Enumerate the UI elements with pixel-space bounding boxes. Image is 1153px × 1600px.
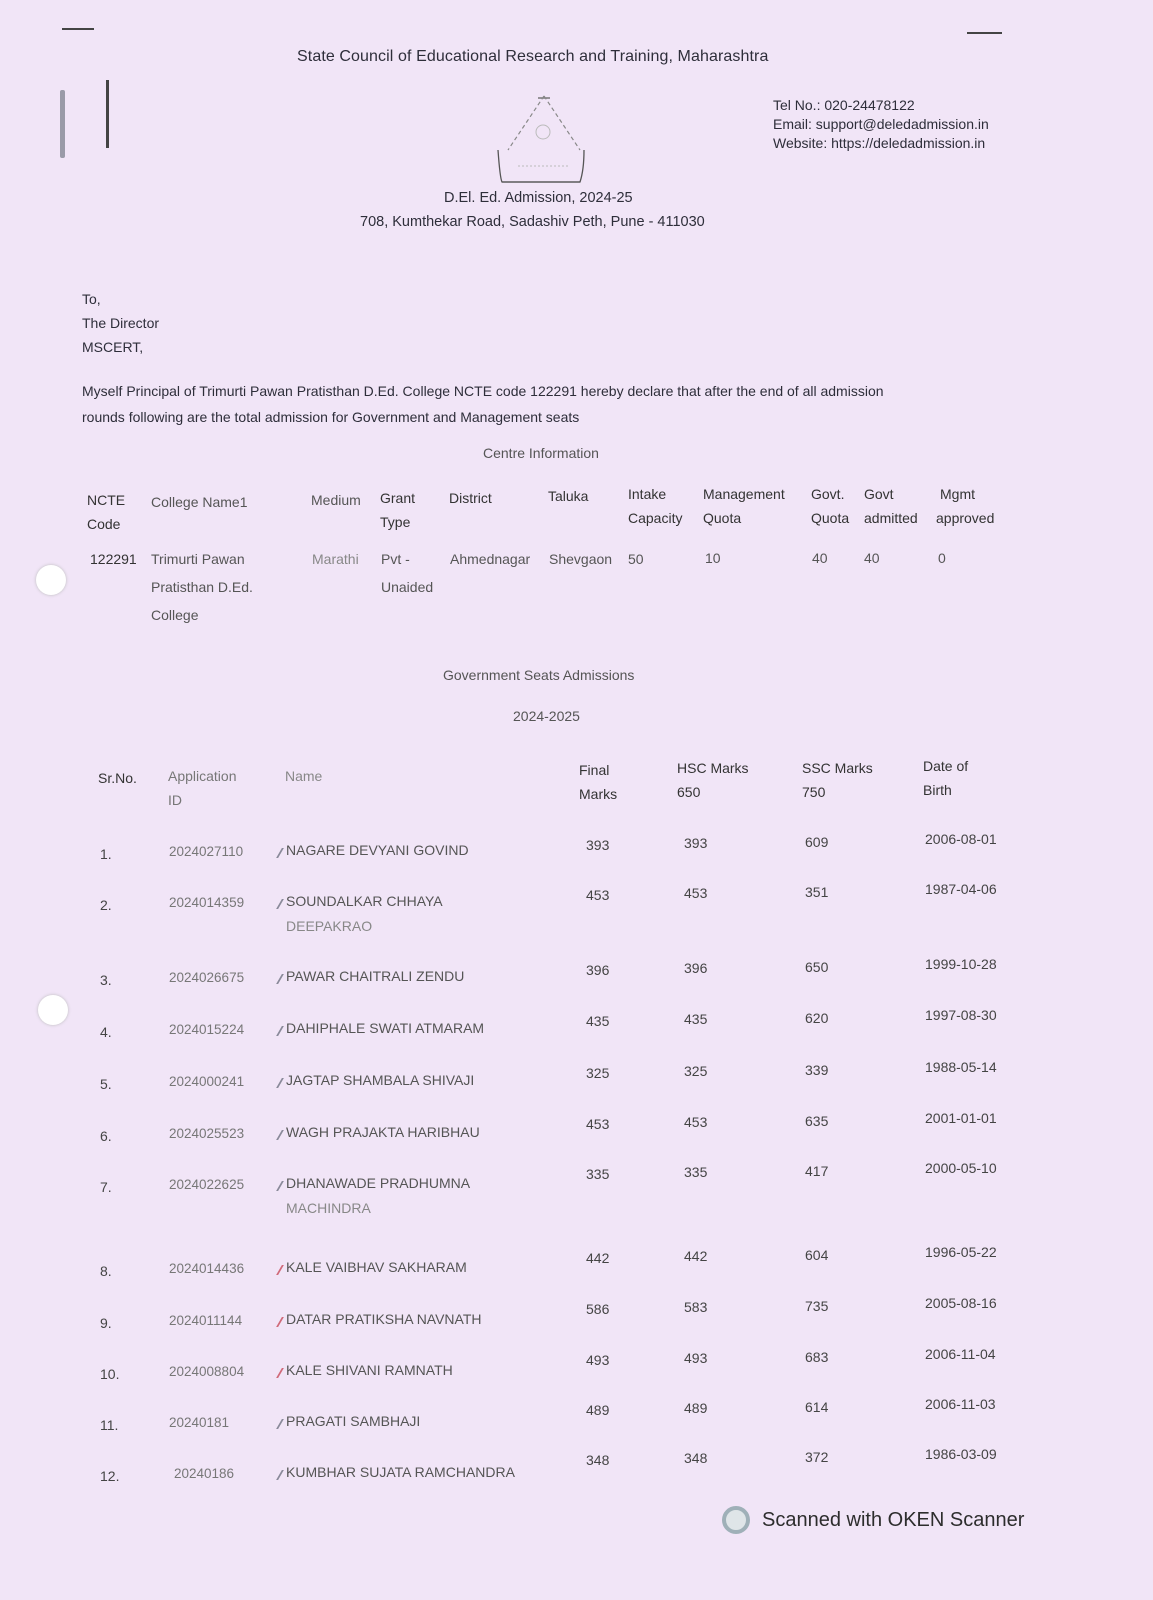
cell-hsc-marks: 435 xyxy=(684,1011,708,1027)
cell-name xyxy=(286,1307,482,1332)
cell-sr-no: 2. xyxy=(100,897,112,913)
recipient-title: The Director xyxy=(82,315,160,331)
declaration-text xyxy=(82,378,1082,430)
cell-ssc-marks: 635 xyxy=(805,1113,829,1129)
cell-application-id: 2024000241 xyxy=(169,1074,245,1089)
cell-hsc-marks: 453 xyxy=(684,885,708,901)
name-line-1: WAGH PRAJAKTA HARIBHAU xyxy=(286,1124,480,1140)
name-line-2: MACHINDRA xyxy=(286,1200,371,1216)
cell-date-of-birth: 2000-05-10 xyxy=(925,1160,997,1176)
gov-seats-year: 2024-2025 xyxy=(513,708,580,724)
cell-hsc-marks: 335 xyxy=(684,1164,708,1180)
cell-application-id: 2024025523 xyxy=(169,1126,245,1141)
col-final-marks: Final Marks xyxy=(579,762,618,802)
punch-hole-top xyxy=(36,565,66,595)
cell-hsc-marks: 583 xyxy=(684,1299,708,1315)
cell-final-marks: 493 xyxy=(586,1352,610,1368)
cell-final-marks: 442 xyxy=(586,1250,610,1266)
name-line-1: JAGTAP SHAMBALA SHIVAJI xyxy=(286,1072,475,1088)
cell-final-marks: 435 xyxy=(586,1013,610,1029)
cell-name xyxy=(286,1068,474,1093)
cell-date-of-birth: 2006-11-03 xyxy=(925,1396,996,1412)
cell-name xyxy=(286,1171,470,1221)
cell-district: Ahmednagar xyxy=(450,551,531,567)
recipient-to: To, xyxy=(82,291,101,307)
cell-sr-no: 11. xyxy=(100,1417,119,1433)
declaration-line-1: Myself Principal of Trimurti Pawan Pratisthan D.Ed. College NCTE code 122291 hereby declare that after the end of all admission xyxy=(82,383,884,399)
cell-ssc-marks: 609 xyxy=(805,834,829,850)
col-mgmt-approved: Mgmt approved xyxy=(936,486,995,526)
col-district: District xyxy=(449,490,492,506)
cell-ssc-marks: 620 xyxy=(805,1010,829,1026)
name-line-1: SOUNDALKAR CHHAYA xyxy=(286,893,443,909)
col-college-name: College Name1 xyxy=(151,494,248,510)
cell-ssc-marks: 683 xyxy=(805,1349,829,1365)
top-left-rule xyxy=(62,28,94,30)
cell-ssc-marks: 614 xyxy=(805,1399,829,1415)
office-address: 708, Kumthekar Road, Sadashiv Peth, Pune - 411030 xyxy=(360,214,705,230)
cell-date-of-birth: 1996-05-22 xyxy=(925,1244,997,1260)
col-management-quota: Management Quota xyxy=(703,486,785,526)
recipient-block xyxy=(82,287,159,359)
col-hsc-marks: HSC Marks 650 xyxy=(677,760,749,800)
name-line-1: DAHIPHALE SWATI ATMARAM xyxy=(286,1020,485,1036)
col-ssc-marks: SSC Marks 750 xyxy=(802,760,873,800)
contact-block xyxy=(773,96,989,153)
cell-final-marks: 335 xyxy=(586,1166,610,1182)
cell-sr-no: 10. xyxy=(100,1366,120,1382)
col-grant-type: Grant Type xyxy=(380,490,416,530)
cell-application-id: 2024014359 xyxy=(169,895,245,910)
cell-ssc-marks: 372 xyxy=(805,1449,829,1465)
cell-name xyxy=(286,1460,515,1485)
cell-date-of-birth: 1987-04-06 xyxy=(925,881,997,897)
name-line-1: NAGARE DEVYANI GOVIND xyxy=(286,842,469,858)
cell-name xyxy=(286,1358,453,1383)
cell-ssc-marks: 735 xyxy=(805,1298,829,1314)
tel-number: Tel No.: 020-24478122 xyxy=(773,97,915,113)
cell-ncte-code: 122291 xyxy=(90,551,137,567)
cell-mgmt-quota: 10 xyxy=(705,550,721,566)
cell-name xyxy=(286,1409,420,1434)
cell-ssc-marks: 351 xyxy=(805,884,829,900)
cell-sr-no: 6. xyxy=(100,1128,112,1144)
cell-hsc-marks: 493 xyxy=(684,1350,708,1366)
cell-hsc-marks: 348 xyxy=(684,1450,708,1466)
name-line-1: KALE VAIBHAV SAKHARAM xyxy=(286,1259,467,1275)
cell-application-id: 2024027110 xyxy=(169,844,244,859)
cell-application-id: 20240186 xyxy=(174,1466,235,1481)
cell-date-of-birth: 1988-05-14 xyxy=(925,1059,997,1075)
gov-seats-title: Government Seats Admissions xyxy=(443,667,635,683)
cell-date-of-birth: 2001-01-01 xyxy=(925,1110,997,1126)
cell-final-marks: 586 xyxy=(586,1301,610,1317)
scanner-text: Scanned with OKEN Scanner xyxy=(762,1508,1025,1531)
cell-final-marks: 393 xyxy=(586,837,610,853)
col-date-of-birth: Date of Birth xyxy=(923,758,969,798)
cell-application-id: 2024011144 xyxy=(169,1313,243,1328)
recipient-org: MSCERT, xyxy=(82,339,144,355)
col-intake-capacity: Intake Capacity xyxy=(628,486,683,526)
name-line-1: PAWAR CHAITRALI ZENDU xyxy=(286,968,465,984)
cell-sr-no: 3. xyxy=(100,972,112,988)
cell-name xyxy=(286,838,469,863)
top-right-rule xyxy=(967,32,1002,34)
punch-hole-bottom xyxy=(38,995,68,1025)
cell-sr-no: 8. xyxy=(100,1263,112,1279)
cell-sr-no: 1. xyxy=(100,846,112,862)
cell-name xyxy=(286,1016,484,1041)
cell-application-id: 2024015224 xyxy=(169,1022,245,1037)
scanner-watermark xyxy=(722,1506,1024,1534)
cell-hsc-marks: 453 xyxy=(684,1114,708,1130)
col-sr-no: Sr.No. xyxy=(98,770,137,786)
cell-application-id: 20240181 xyxy=(169,1415,230,1430)
cell-final-marks: 396 xyxy=(586,962,610,978)
col-application-id: Application ID xyxy=(168,768,237,808)
cell-ssc-marks: 604 xyxy=(805,1247,829,1263)
cell-name xyxy=(286,889,443,939)
cell-ssc-marks: 339 xyxy=(805,1062,829,1078)
cell-date-of-birth: 2006-08-01 xyxy=(925,831,997,847)
cell-sr-no: 12. xyxy=(100,1468,120,1484)
cell-taluka: Shevgaon xyxy=(549,551,613,567)
name-line-1: KUMBHAR SUJATA RAMCHANDRA xyxy=(286,1464,515,1480)
name-line-1: DATAR PRATIKSHA NAVNATH xyxy=(286,1311,482,1327)
binding-mark-right xyxy=(106,80,109,148)
email-address: Email: support@deledadmission.in xyxy=(773,116,989,132)
cell-final-marks: 453 xyxy=(586,887,610,903)
cell-date-of-birth: 1986-03-09 xyxy=(925,1446,997,1462)
declaration-line-2: rounds following are the total admission for Government and Management seats xyxy=(82,409,580,425)
admission-subtitle: D.El. Ed. Admission, 2024-25 xyxy=(444,190,633,206)
cell-mgmt-approved: 0 xyxy=(938,550,946,566)
binding-mark-left xyxy=(60,90,65,158)
name-line-1: DHANAWADE PRADHUMNA xyxy=(286,1175,471,1191)
cell-medium: Marathi xyxy=(312,551,359,567)
cell-application-id: 2024008804 xyxy=(169,1364,245,1379)
cell-name xyxy=(286,1120,480,1145)
cell-college-name: Trimurti Pawan Pratisthan D.Ed. College xyxy=(151,551,253,623)
cell-sr-no: 5. xyxy=(100,1076,112,1092)
cell-hsc-marks: 393 xyxy=(684,835,708,851)
cell-hsc-marks: 325 xyxy=(684,1063,708,1079)
cell-sr-no: 9. xyxy=(100,1315,112,1331)
col-taluka: Taluka xyxy=(548,488,589,504)
centre-info-title: Centre Information xyxy=(483,445,599,461)
cell-final-marks: 348 xyxy=(586,1452,610,1468)
cell-final-marks: 325 xyxy=(586,1065,610,1081)
col-name: Name xyxy=(285,768,323,784)
cell-sr-no: 4. xyxy=(100,1024,112,1040)
cell-date-of-birth: 2005-08-16 xyxy=(925,1295,997,1311)
col-govt-admitted: Govt admitted xyxy=(864,486,918,526)
name-line-2: DEEPAKRAO xyxy=(286,918,373,934)
cell-application-id: 2024014436 xyxy=(169,1261,245,1276)
cell-date-of-birth: 1999-10-28 xyxy=(925,956,997,972)
cell-date-of-birth: 1997-08-30 xyxy=(925,1007,997,1023)
name-line-1: PRAGATI SAMBHAJI xyxy=(286,1413,421,1429)
cell-intake: 50 xyxy=(628,551,644,567)
cell-final-marks: 489 xyxy=(586,1402,610,1418)
cell-name xyxy=(286,1255,467,1280)
col-medium: Medium xyxy=(311,492,361,508)
name-line-1: KALE SHIVANI RAMNATH xyxy=(286,1362,453,1378)
cell-hsc-marks: 396 xyxy=(684,960,708,976)
col-ncte-code: NCTE Code xyxy=(87,492,126,532)
cell-final-marks: 453 xyxy=(586,1116,610,1132)
scanner-logo-icon xyxy=(722,1506,750,1534)
cell-ssc-marks: 650 xyxy=(805,959,829,975)
website-url: Website: https://deledadmission.in xyxy=(773,135,986,151)
cell-date-of-birth: 2006-11-04 xyxy=(925,1346,996,1362)
cell-application-id: 2024022625 xyxy=(169,1177,245,1192)
cell-govt-admitted: 40 xyxy=(864,550,880,566)
cell-hsc-marks: 489 xyxy=(684,1400,708,1416)
cell-sr-no: 7. xyxy=(100,1179,112,1195)
header-title: State Council of Educational Research and Training, Maharashtra xyxy=(297,48,769,65)
cell-name xyxy=(286,964,464,989)
cell-grant-type: Pvt - Unaided xyxy=(381,551,434,595)
cell-ssc-marks: 417 xyxy=(805,1163,829,1179)
emblem-icon xyxy=(488,90,598,185)
cell-hsc-marks: 442 xyxy=(684,1248,708,1264)
cell-application-id: 2024026675 xyxy=(169,970,245,985)
cell-govt-quota: 40 xyxy=(812,550,828,566)
col-govt-quota: Govt. Quota xyxy=(811,486,850,526)
